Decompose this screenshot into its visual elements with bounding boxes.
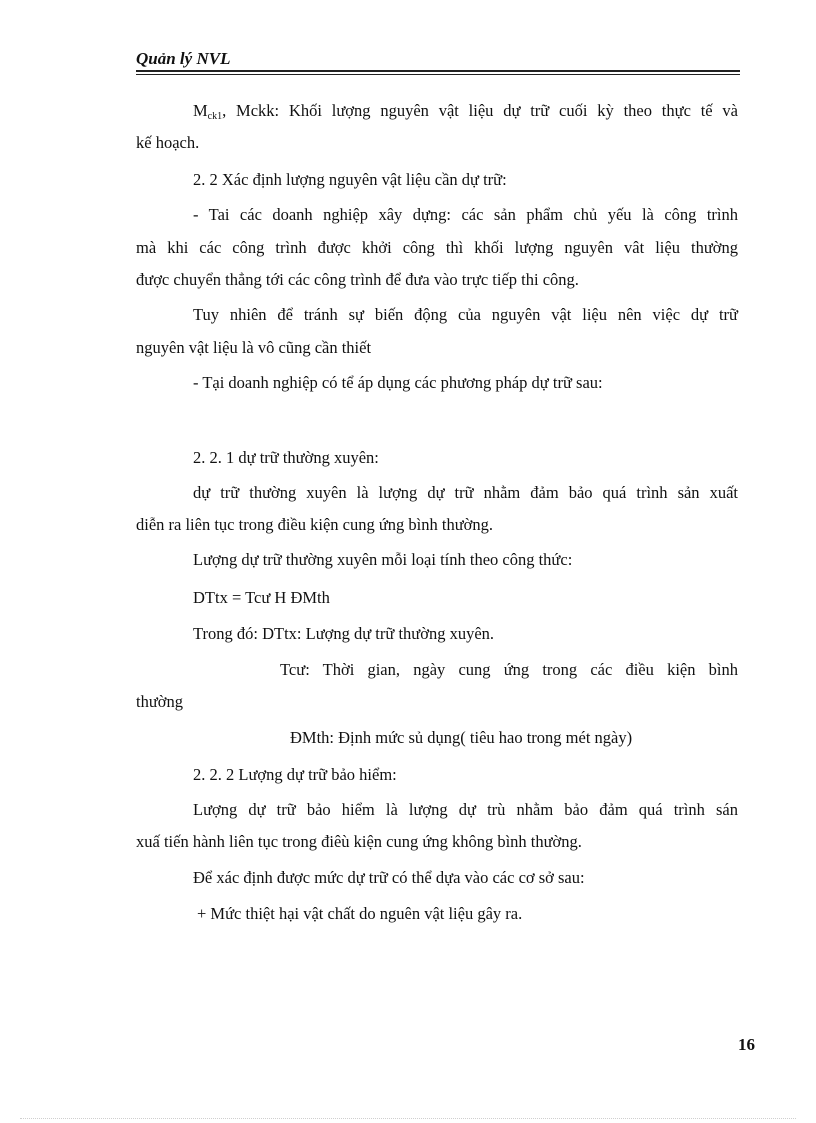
paragraph-line: diễn ra liên tục trong điều kiện cung ứng bình thường. bbox=[136, 515, 493, 534]
paragraph-line: Tcư: Thời gian, ngày cung ứng trong các điều kiện bình bbox=[280, 660, 738, 679]
section-heading: 2. 2. 2 Lượng dự trữ bảo hiểm: bbox=[193, 765, 397, 784]
page-number: 16 bbox=[738, 1035, 755, 1054]
paragraph-line: Lượng dự trữ bảo hiểm là lượng dự trù nhằm bảo đảm quá trình sán bbox=[193, 800, 738, 819]
formula-line: DTtx = Tcư H ĐMth bbox=[193, 588, 330, 607]
paragraph-line: ĐMth: Định mức sủ dụng( tiêu hao trong mét ngày) bbox=[290, 728, 633, 747]
paragraph-line: $M_{ck1}$, Mckk: Khối lượng nguyên vật liệu dự trữ cuối kỳ theo thực tế và bbox=[193, 101, 738, 122]
paragraph-line: dự trữ thường xuyên là lượng dự trữ nhằm đảm bảo quá trình sản xuất bbox=[193, 483, 738, 502]
paragraph-line: kế hoạch. bbox=[136, 133, 200, 152]
paragraph-line: Trong đó: DTtx: Lượng dự trữ thường xuyên. bbox=[193, 624, 495, 643]
section-heading: 2. 2. 1 dự trữ thường xuyên: bbox=[193, 448, 379, 467]
paragraph-line: - Tai các doanh nghiệp xây dựng: các sản phẩm chủ yếu là công trình bbox=[193, 205, 738, 224]
paragraph-line: được chuyển thẳng tới các công trình để đưa vào trực tiếp thi công. bbox=[136, 270, 579, 289]
paragraph-line: nguyên vật liệu là vô cũng cần thiết bbox=[136, 338, 372, 357]
header-rule-thin bbox=[136, 74, 740, 75]
paragraph-line: Tuy nhiên để tránh sự biến động của nguyên vật liệu nên việc dự trữ bbox=[193, 305, 738, 324]
paragraph-line: + Mức thiệt hại vật chất do nguên vật liệu gây ra. bbox=[197, 904, 523, 923]
paragraph-line: Lượng dự trữ thường xuyên mỗi loại tính theo công thức: bbox=[193, 550, 573, 569]
paragraph-line: thường bbox=[136, 692, 184, 711]
header-rule bbox=[136, 70, 740, 72]
paragraph-line: mà khi các công trình được khởi công thì khối lượng nguyên vât liệu thường bbox=[136, 238, 738, 257]
section-heading: 2. 2 Xác định lượng nguyên vật liệu cần dự trữ: bbox=[193, 170, 507, 189]
paragraph-line: - Tại doanh nghiệp có tể áp dụng các phương pháp dự trữ sau: bbox=[193, 373, 603, 392]
paragraph-line: xuấ tiến hành liên tục trong điêù kiện cung ứng không bình thường. bbox=[136, 832, 582, 851]
running-header: Quản lý NVL bbox=[136, 49, 231, 68]
footer-divider bbox=[20, 1118, 796, 1119]
paragraph-line: Để xác định được mức dự trữ có thể dựa vào các cơ sở sau: bbox=[193, 868, 585, 887]
